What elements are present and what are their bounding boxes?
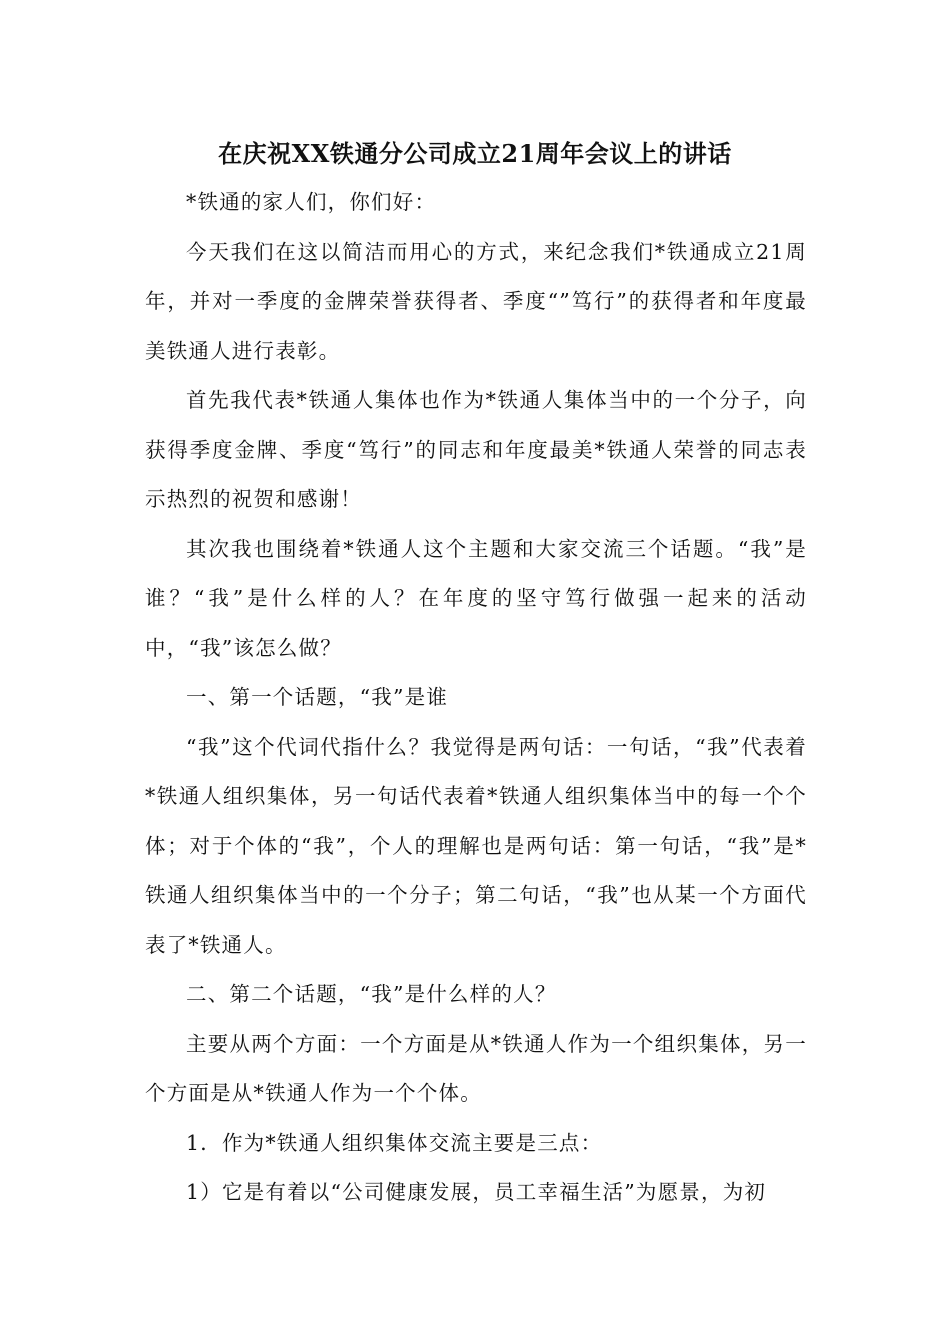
subsection-heading: 1．作为*铁通人组织集体交流主要是三点： bbox=[186, 1130, 603, 1155]
body-paragraph: 主要从两个方面：一个方面是从*铁通人作为一个组织集体，另一个方面是从*铁通人作为一个个体。 bbox=[145, 1031, 807, 1105]
body-paragraph: “我”这个代词代指什么？我觉得是两句话：一句话，“我”代表着*铁通人组织集体，另一句话代表着*铁通人组织集体当中的每一个个体；对于个体的“我”，个人的理解也是两句话：第一句话，“我”是*铁通人组织集体当中的一个分子；第二句话，“我”也从某一个方面代表了*铁通人。 bbox=[145, 734, 807, 957]
list-item-paragraph: 1）它是有着以“公司健康发展，员工幸福生活”为愿景，为初 bbox=[186, 1180, 767, 1204]
greeting-paragraph: *铁通的家人们，你们好： bbox=[186, 190, 437, 214]
body-paragraph: 今天我们在这以简洁而用心的方式，来纪念我们*铁通成立21周年，并对一季度的金牌荣誉获得者、季度“”笃行”的获得者和年度最美铁通人进行表彰。 bbox=[145, 239, 807, 363]
document-body bbox=[145, 178, 807, 1218]
section-heading: 二、第二个话题，“我”是什么样的人？ bbox=[186, 982, 557, 1006]
document-title: 在庆祝XX铁通分公司成立21周年会议上的讲话 bbox=[218, 139, 732, 168]
section-heading: 一、第一个话题，“我”是谁 bbox=[186, 685, 449, 709]
body-paragraph: 其次我也围绕着*铁通人这个主题和大家交流三个话题。“我”是谁？“我”是什么样的人？在年度的坚守笃行做强一起来的活动中，“我”该怎么做？ bbox=[145, 536, 807, 660]
body-paragraph: 首先我代表*铁通人集体也作为*铁通人集体当中的一个分子，向获得季度金牌、季度“笃行”的同志和年度最美*铁通人荣誉的同志表示热烈的祝贺和感谢！ bbox=[145, 388, 807, 511]
